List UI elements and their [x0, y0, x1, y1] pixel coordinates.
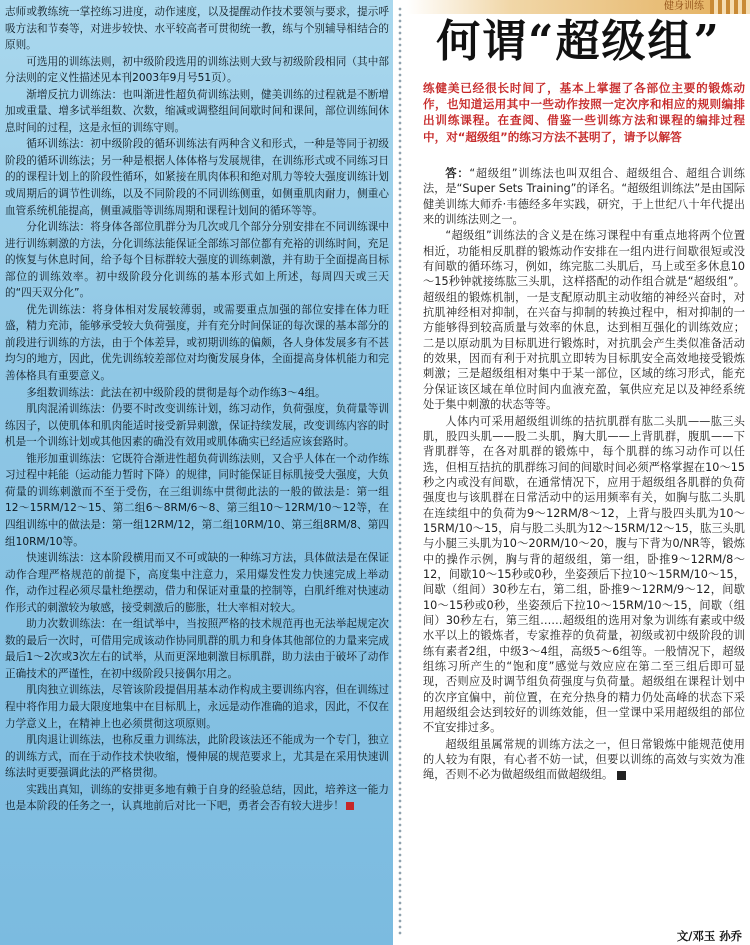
article-question: 练健美已经很长时间了，基本上掌握了各部位主要的锻炼动作，也知道运用其中一些动作按照一定次序和相应的规则编排出训练课程。在查阅、借鉴一些训练方法和课程的编排过程中，对“超级组”的练习方法不甚明了，请予以解答 — [423, 81, 745, 144]
left-paragraph: 助力次数训练法：在一组试举中，当按照严格的技术规范再也无法举起规定次数的最后一次时，可借用完成该动作协同肌群的肌力和身体其他部位的力量来完成最后1～2次或3次左右的试举，从而更深地刺激目标肌群，助力法由于破坏了动作正确技术的严谨性，在初中级阶段只接偶尔用之。 — [5, 618, 389, 680]
author-byline: 文/邓玉 孙乔 — [676, 929, 742, 943]
article-paragraph — [423, 166, 745, 227]
left-paragraph: 渐增反抗力训练法：也叫渐进性超负荷训练法则，健美训练的过程就是不断增加或重量、增多试举组数、次数，缩减或调整组间间歇时间和课间，部位训练间休息时间的过程，这是永恒的训练守则。 — [5, 88, 389, 134]
left-paragraph: 可选用的训练法则，初中级阶段选用的训练法则大致与初级阶段相同（其中部分法则的定义性描述见本刊2003年9月号51页）。 — [5, 55, 389, 85]
article-body — [423, 166, 745, 784]
left-paragraph: 快速训练法：这本阶段横用而又不可或缺的一种练习方法，具体做法是在保证动作合理严格规范的前提下，高度集中注意力，采用爆发性发力快速完成上举动作，动作过程必须尽量杜绝摆动，借力和保证对重量的控制等，白肌纤维对快速动作形式的刺激较为敏感，接受刺激后的膨胀，壮大率相对较大。 — [5, 552, 389, 614]
dotted-divider-line — [397, 6, 403, 936]
section-banner-label: 健身训练 — [664, 1, 704, 12]
left-column-text — [5, 4, 389, 815]
article-paragraph-last — [423, 737, 745, 783]
left-paragraph: 肌肉退让训练法，也称反重力训练法，此阶段该法还不能成为一个专门，独立的训练方式，而在于动作技术快收缩，慢伸展的规范要求上，尤其是在采用快速训练法时更要强调此法的严格贯彻。 — [5, 734, 389, 780]
end-mark-icon — [346, 802, 354, 810]
article-paragraph-text: 超级组虽属常规的训练方法之一，但日常锻炼中能规范使用的人较为有限，有心者不妨一试，但要以训练的高效与实效为准绳，否则不必为做超级组而做超级组。 — [423, 737, 745, 782]
left-paragraph: 循环训练法：初中级阶段的循环训练法有两种含义和形式，一种是等同于初级阶段的循环训练法；另一种是根据人体体格与发展规律，在训练形式或不同练习日的的课程计划上的阶段性循环，如紧接在肌肉体积和绝对肌力等较大强度训练计划或周期后的调节性训练，以及不同阶段的不同训练侧重，如侧重肌肉耐力，侧重心血管系统机能提高，侧重减脂等训练周期和课程计划间的循环等等。 — [5, 138, 389, 217]
article-title: 何谓“超级组” — [436, 16, 721, 67]
banner-pattern — [710, 0, 750, 14]
end-square-icon — [617, 771, 626, 780]
left-paragraph: 锥形加重训练法：它既符合渐进性超负荷训练法则，又合乎人体在一个动作练习过程中耗能（运动能力暂时下降）的规律，同时能保证目标肌接受大强度，大负荷量的训练刺激而不至于受伤，在三组训练中贯彻此法的一般的做法是：第一组12～15RM/12～15、第二组6～8RM/6～8、第三组10～12RM/10～12等，在四组训练中的做法是：第一组12RM/12，第二组10RM/10、第三组8RM/8、第四组10RM/10等。 — [5, 452, 389, 548]
left-paragraph: 分化训练法：将身体各部位肌群分为几次或几个部分分别安排在不同训练课中进行训练刺激的方法，分化训练法能保证全部练习部位都有充裕的训练时间，充足的恢复与休息时间，给予每个目标群较大强度的训练刺激，并有助于全面提高目标部位的训练效率。初中级阶段分化训练的基本形式如上所述，每周四天或三天的“四天双分化”。 — [5, 221, 389, 300]
article-paragraph: “超级组”训练法的含义是在练习课程中有重点地将两个位置相近，功能相反肌群的锻炼动作安排在一组内进行间歇很短或没有间歇的循环练习，例如，练完肱二头肌后，马上或至多休息10～15秒钟就接练肱三头肌，这样搭配的动作组合就是“超级组”。超级组的锻炼机制，一是支配原动肌主动收缩的神经兴奋时，对抗肌神经相对抑制，在兴奋与抑制的转换过程中，相对抑制的一方能够得到较高质量与效率的休息，达到相互强化的训练效应；二是以原动肌为目标肌进行锻炼时，对抗肌会产生类似准备活动的效果，因而有利于对抗肌立即转为目标肌安全高效地接受锻炼刺激；三是超级组相对集中于某一部位，区域的练习形式，能充分保证该区域在单位时间内血液充盈，氧供应充足以及神经系统处于集中刺激的状态等等。 — [423, 229, 745, 412]
left-paragraph: 优先训练法：将身体相对发展较薄弱，或需要重点加强的部位安排在体力旺盛，精力充沛，能够承受较大负荷强度，并有充分时间保证的每次课的基本部分的前段进行训练的方法，由于个体差异，或初期训练的偏颇，各人身体发展多有不甚均匀的地方，因此，优先训练较差部位对均衡发展身体，全面提高身体机能力和完善体格具有重要意义。 — [5, 303, 389, 383]
article-paragraph: 人体内可采用超级组训练的拮抗肌群有肱二头肌——肱三头肌，股四头肌——股二头肌，胸大肌——上背肌群，腹肌——下背肌群等，在各对肌群的锻炼中，每个肌群的练习动作可以任选，但相互拮抗的肌群练习间的间歇时间必须严格掌握在10～15秒之内或没有间歇，在通常情况下，应用于超级组各肌群的负荷强度也与该肌群在日常活动中的运用频率有关，如胸与肱二头肌在连续组中的负荷为9～12RM/8～12，上背与股四头肌为10～15RM/10～15，肩与股二头肌为12～15RM/12～15，肱三头肌与小腿三头肌为10～20RM/10～20，腹与下背为0/NR等，锻炼中的操作示例，胸与背的超级组，第一组，卧推9～12RM/8～12，间歇10～15秒或0秒，坐姿颈后下拉10～15RM/10～15，间歇（组间）30秒左右，第二组，卧推9～12RM/9～12，间歇10～15秒或0秒，坐姿颈后下拉10～15RM/10～15，间歇（组间）30秒左右，第三组……超级组的选用对象为训练有素或中级水平以上的锻炼者，专家推荐的负荷量，初级或初中级阶段的训练有素者2组，中级3～4组，高级5～6组等。一般情况下，超级组练习所产生的“饱和度”感觉与效应应在第二至三组后即可显现，否则应及时调节组负荷强度与负荷量。超级组在课程计划中的次序宜偏中，前位置，在充分热身的精力仍处高峰的状态下采用超级组会达到较好的训练效能，但一堂课中采用超级组的部位不宜安排过多。 — [423, 414, 745, 735]
section-banner — [407, 0, 750, 14]
left-paragraph-last — [5, 782, 389, 815]
article-paragraph-text: “超级组”训练法也叫双组合、超级组合、超组合训练法，是“Super Sets Training”的译名。“超级组训练法”是由国际健美训练大师乔·韦德经多年实践，研究，于上世纪八十年代提出来的训练法则之一。 — [423, 167, 745, 227]
left-paragraph-last-text: 实践出真知，训练的安排更多地有赖于自身的经验总结，因此，培养这一能力也是本阶段的任务之一，认真地前后对比一下吧，勇者会否有较大进步！ — [5, 783, 389, 813]
column-divider — [393, 0, 407, 945]
left-paragraph: 多组数训练法：此法在初中级阶段的贯彻是每个动作练3～4组。 — [26, 386, 326, 399]
answer-label: 答： — [445, 167, 470, 180]
left-paragraph: 肌肉混淆训练法：仍要不时改变训练计划，练习动作，负荷强度，负荷量等训练因子，以使肌体和肌肉能适时接受新异刺激，保证持续发展，改变训练内容的时机是一个训练计划或其他因素的确没有效用或肌体确实已经适应该套路时。 — [5, 403, 389, 449]
left-paragraph: 志师或教练统一掌控练习进度，动作速度，以及提醒动作技术要领与要求，提示呼吸方法和节奏等，对进步较快、水平较高者可贯彻统一教，练与个别辅导相结合的原则。 — [5, 6, 389, 52]
right-article — [407, 0, 750, 945]
left-paragraph: 肌肉独立训练法，尽管该阶段提倡用基本动作构成主要训练内容，但在训练过程中将作用力最大限度地集中在目标肌上，永远是动作准确的追求，因此，不仅在力学意义上，在精神上也必须贯彻这项原则。 — [5, 684, 389, 730]
